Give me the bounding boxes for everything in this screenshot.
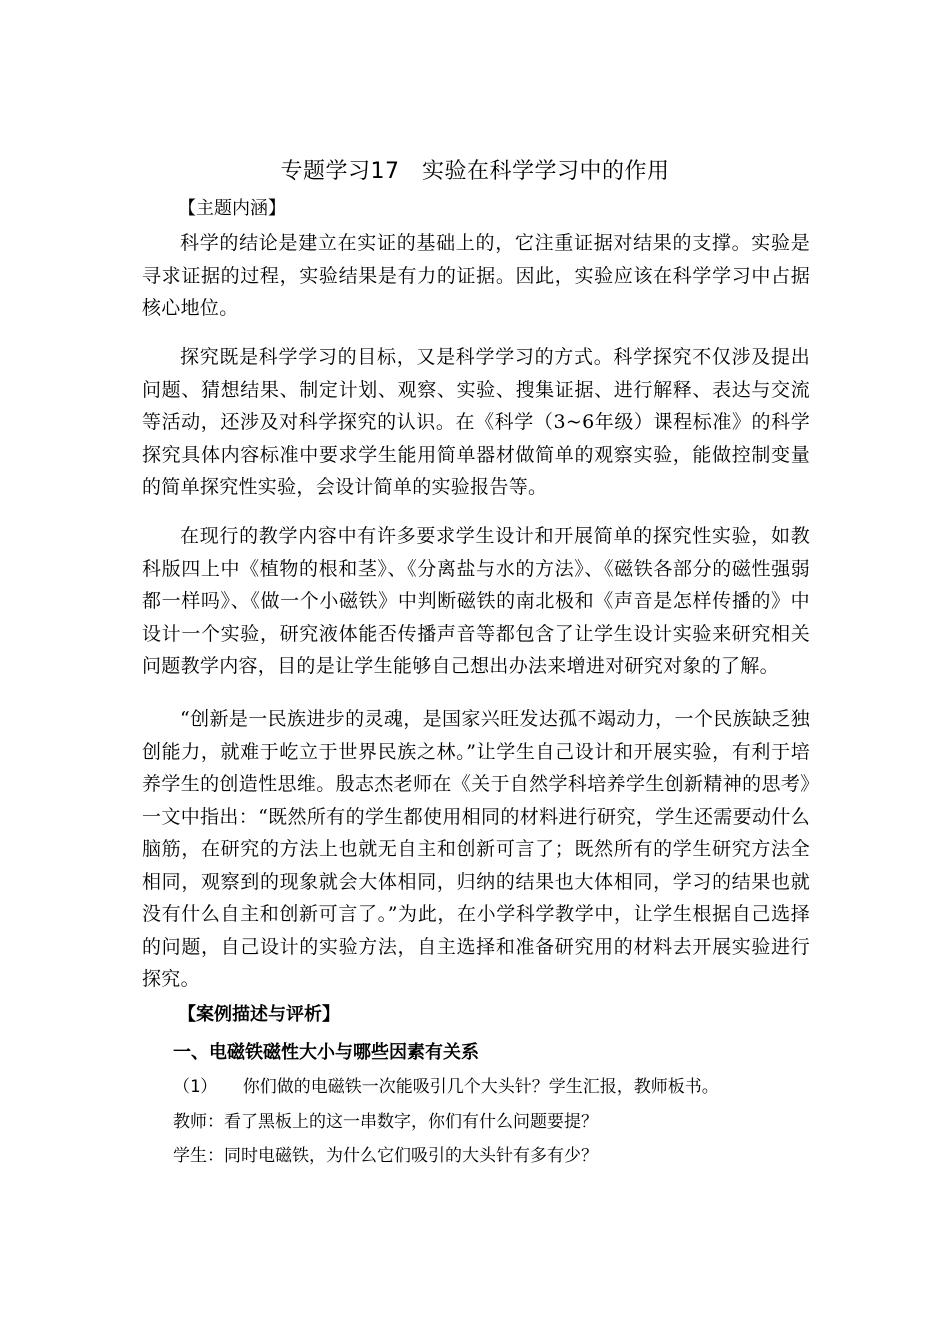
dialog-line-3: 学生：同时电磁铁，为什么它们吸引的大头针有多有少？ [173,1146,598,1166]
paragraph-3: 在现行的教学内容中有许多要求学生设计和开展简单的探究性实验，如教科版四上中《植物的根和茎》、《分离盐与水的方法》、《磁铁各部分的磁性强弱都一样吗》、《做一个小磁铁》中判断磁铁的南北极和《声音是怎样传播的》中设计一个实验，研究液体能否传播声音等都包含了让学生设计实验来研究相关问题教学内容，目的是让学生能够自己想出办法来增进对研究对象的了解。 [142,525,810,677]
paragraph-4: “创新是一民族进步的灵魂，是国家兴旺发达孤不竭动力，一个民族缺乏独创能力，就难于屹立于世界民族之林。”让学生自己设计和开展实验，有利于培养学生的创造性思维。殷志杰老师在《关于自然学科培养学生创新精神的思考》一文中指出：“既然所有的学生都使用相同的材料进行研究，学生还需要动什么脑筋，在研究的方法上也就无自主和创新可言了；既然所有的学生研究方法全相同，观察到的现象就会大体相同，归纳的结果也大体相同，学习的结果也就没有什么自主和创新可言了。”为此，在小学科学教学中，让学生根据自己选择的问题，自己设计的实验方法，自主选择和准备研究用的材料去开展实验进行探究。 [142,708,810,990]
section-heading-theme: 【主题内涵】 [178,198,286,219]
paragraph-1: 科学的结论是建立在实证的基础上的，它注重证据对结果的支撑。实验是寻求证据的过程，实验结果是有力的证据。因此，实验应该在科学学习中占据核心地位。 [142,232,810,319]
page-title: 专题学习17 实验在科学学习中的作用 [280,159,670,184]
dialog-line-1: （1） 你们做的电磁铁一次能吸引几个大头针？学生汇报，教师板书。 [173,1077,719,1097]
paragraph-2: 探究既是科学学习的目标，又是科学学习的方式。科学探究不仅涉及提出问题、猜想结果、制定计划、观察、实验、搜集证据、进行解释、表达与交流等活动，还涉及对科学探究的认识。在《科学（3~6年级）课程标准》的科学探究具体内容标准中要求学生能用简单器材做简单的观察实验，能做控制变量的简单探究性实验，会设计简单的实验报告等。 [142,346,810,498]
case-subheading: 一、电磁铁磁性大小与哪些因素有关系 [173,1042,479,1063]
section-heading-case: 【案例描述与评析】 [178,1004,340,1025]
dialog-line-2: 教师：看了黑板上的这一串数字，你们有什么问题要提？ [173,1112,598,1132]
